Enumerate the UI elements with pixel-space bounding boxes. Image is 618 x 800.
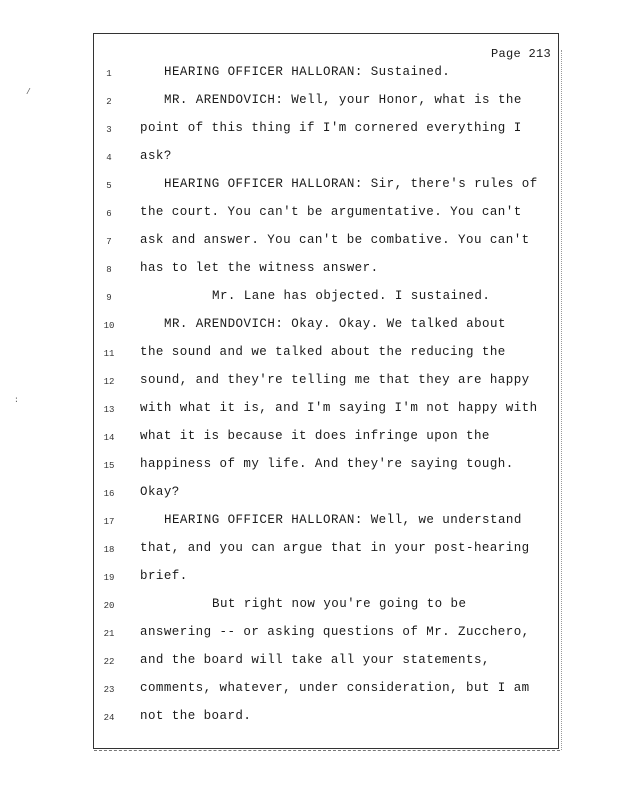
line-text: happiness of my life. And they're saying tough. (140, 457, 514, 471)
line-number: 22 (103, 657, 115, 667)
line-text: MR. ARENDOVICH: Well, your Honor, what is the (164, 93, 522, 107)
line-text: and the board will take all your statements, (140, 653, 490, 667)
transcript-line (94, 345, 560, 365)
transcript-line (94, 205, 560, 225)
transcript-line (94, 289, 560, 309)
line-text: with what it is, and I'm saying I'm not happy with (140, 401, 538, 415)
line-text: comments, whatever, under consideration, but I am (140, 681, 530, 695)
margin-mark-middle: : (14, 396, 19, 405)
transcript-line (94, 233, 560, 253)
line-number: 18 (103, 545, 115, 555)
line-number: 4 (106, 153, 112, 163)
line-text: what it is because it does infringe upon the (140, 429, 490, 443)
line-number: 21 (103, 629, 115, 639)
line-text: answering -- or asking questions of Mr. Zucchero, (140, 625, 530, 639)
line-number: 14 (103, 433, 115, 443)
line-number: 6 (106, 209, 112, 219)
line-number: 7 (106, 237, 112, 247)
transcript-line (94, 569, 560, 589)
line-number: 15 (103, 461, 115, 471)
line-text: But right now you're going to be (212, 597, 467, 611)
line-number: 17 (103, 517, 115, 527)
line-text: Okay? (140, 485, 180, 499)
transcript-line (94, 149, 560, 169)
line-text: not the board. (140, 709, 252, 723)
line-text: MR. ARENDOVICH: Okay. Okay. We talked about (164, 317, 506, 331)
right-edge-dots (561, 50, 563, 750)
line-text: ask and answer. You can't be combative. You can't (140, 233, 530, 247)
line-text: HEARING OFFICER HALLORAN: Well, we understand (164, 513, 522, 527)
line-number: 13 (103, 405, 115, 415)
line-text: the court. You can't be argumentative. You can't (140, 205, 522, 219)
page-number: Page 213 (490, 47, 551, 61)
line-text: Mr. Lane has objected. I sustained. (212, 289, 491, 303)
line-number: 2 (106, 97, 112, 107)
transcript-line (94, 625, 560, 645)
line-number: 12 (103, 377, 115, 387)
transcript-line (94, 541, 560, 561)
transcript-line (94, 709, 560, 729)
line-text: the sound and we talked about the reducing the (140, 345, 506, 359)
line-number: 11 (103, 349, 115, 359)
line-number: 20 (103, 601, 115, 611)
line-number: 3 (106, 125, 112, 135)
transcript-line (94, 457, 560, 477)
line-number: 23 (103, 685, 115, 695)
line-number: 9 (106, 293, 112, 303)
transcript-line (94, 93, 560, 113)
line-text: HEARING OFFICER HALLORAN: Sir, there's rules of (164, 177, 538, 191)
transcript-line (94, 65, 560, 85)
line-number: 5 (106, 181, 112, 191)
transcript-line (94, 429, 560, 449)
transcript-line (94, 513, 560, 533)
transcript-line (94, 485, 560, 505)
margin-mark-top: / (26, 88, 31, 97)
transcript-line (94, 177, 560, 197)
line-text: ask? (140, 149, 172, 163)
transcript-line (94, 121, 560, 141)
transcript-line (94, 597, 560, 617)
line-number: 10 (103, 321, 115, 331)
line-text: that, and you can argue that in your post-hearing (140, 541, 530, 555)
transcript-line (94, 373, 560, 393)
transcript-line (94, 653, 560, 673)
transcript-line (94, 401, 560, 421)
transcript-line (94, 681, 560, 701)
line-number: 8 (106, 265, 112, 275)
line-text: HEARING OFFICER HALLORAN: Sustained. (164, 65, 451, 79)
line-number: 19 (103, 573, 115, 583)
line-number: 16 (103, 489, 115, 499)
line-number: 24 (103, 713, 115, 723)
line-text: point of this thing if I'm cornered everything I (140, 121, 522, 135)
line-text: sound, and they're telling me that they are happy (140, 373, 530, 387)
transcript-line (94, 317, 560, 337)
line-text: brief. (140, 569, 188, 583)
line-text: has to let the witness answer. (140, 261, 379, 275)
line-number: 1 (106, 69, 112, 79)
transcript-line (94, 261, 560, 281)
transcript-page (93, 33, 559, 749)
